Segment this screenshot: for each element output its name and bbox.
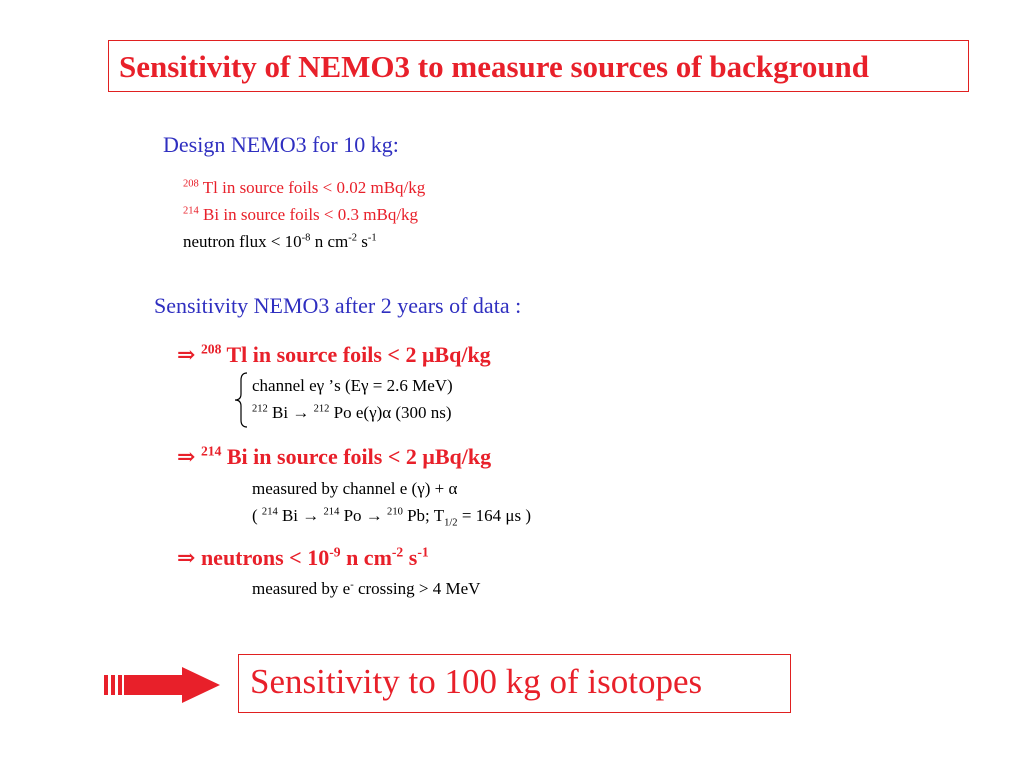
sens-bi-detail-sub: 1/2	[444, 517, 458, 529]
sens-bi-line	[177, 444, 491, 470]
sens-bi-detail-1: measured by channel e (γ) + α	[252, 479, 458, 498]
design-bi-text: Bi in source foils < 0.3 mBq/kg	[198, 205, 419, 224]
sens-tl-detail-a: Bi →	[267, 403, 314, 422]
design-neutron-exp2: -2	[348, 232, 357, 244]
sens-bi-text: Bi in source foils < 2 μBq/kg	[221, 444, 492, 469]
design-neutron-exp3: -1	[367, 232, 377, 244]
sens-bi-detail-iso1: 214	[261, 506, 278, 518]
sens-neutron-detail	[252, 579, 480, 599]
sens-neutron-exp1: -9	[329, 544, 341, 560]
design-neutron-mid: n cm	[310, 232, 349, 251]
sens-neutron-detail-sup: -	[350, 579, 354, 591]
sens-bi-detail-c: Po →	[339, 506, 388, 525]
sens-tl-detail-2	[252, 403, 452, 423]
design-tl-text: Tl in source foils < 0.02 mBq/kg	[198, 178, 426, 197]
sens-bi-detail-iso2: 214	[323, 506, 340, 518]
sens-neutron-exp3: -1	[417, 544, 429, 560]
design-tl-line	[183, 178, 425, 198]
design-bi-line	[183, 205, 418, 225]
left-brace-icon	[233, 372, 249, 428]
sens-neutron-exp2: -2	[391, 544, 404, 560]
sens-neutron-mid2: s	[403, 545, 418, 570]
design-heading: Design NEMO3 for 10 kg:	[163, 132, 399, 157]
design-neutron-prefix: neutron flux < 10	[183, 232, 302, 251]
sens-bi-detail-a: (	[252, 506, 262, 525]
design-neutron-mid2: s	[357, 232, 368, 251]
sens-bi-detail-2	[252, 506, 532, 529]
implies-arrow-icon: ⇒	[177, 444, 196, 469]
sens-neutron-prefix: neutrons < 10	[195, 545, 330, 570]
sens-tl-detail-iso2: 212	[313, 403, 330, 415]
design-bi-isotope: 214	[183, 205, 199, 217]
sens-bi-detail-d: Pb; T	[402, 506, 445, 525]
slide-title: Sensitivity of NEMO3 to measure sources of background	[119, 49, 870, 84]
sens-neutron-detail-b: crossing > 4 MeV	[353, 579, 481, 598]
right-arrow-icon	[104, 667, 220, 703]
sens-bi-detail-iso3: 210	[387, 506, 403, 518]
sens-tl-detail-iso1: 212	[252, 403, 268, 415]
sens-neutron-line	[177, 545, 429, 571]
sens-neutron-mid: n cm	[340, 545, 392, 570]
sens-bi-isotope: 214	[200, 443, 222, 459]
implies-arrow-icon: ⇒	[177, 342, 196, 367]
sens-bi-detail-e: = 164 μs )	[457, 506, 532, 525]
sens-neutron-detail-a: measured by e	[252, 579, 351, 598]
sens-tl-line	[177, 342, 491, 368]
sensitivity-heading: Sensitivity NEMO3 after 2 years of data :	[154, 293, 522, 318]
sens-tl-text: Tl in source foils < 2 μBq/kg	[221, 342, 491, 367]
design-tl-isotope: 208	[183, 178, 199, 190]
sens-tl-detail-1: channel eγ ’s (Eγ = 2.6 MeV)	[252, 376, 453, 395]
sens-tl-isotope: 208	[200, 341, 222, 357]
design-neutron-line	[183, 232, 377, 252]
conclusion-text: Sensitivity to 100 kg of isotopes	[250, 662, 703, 701]
implies-arrow-icon: ⇒	[177, 545, 196, 570]
design-neutron-exp1: -8	[301, 232, 311, 244]
sens-bi-detail-b: Bi →	[277, 506, 324, 525]
sens-tl-detail-b: Po e(γ)α (300 ns)	[329, 403, 452, 422]
